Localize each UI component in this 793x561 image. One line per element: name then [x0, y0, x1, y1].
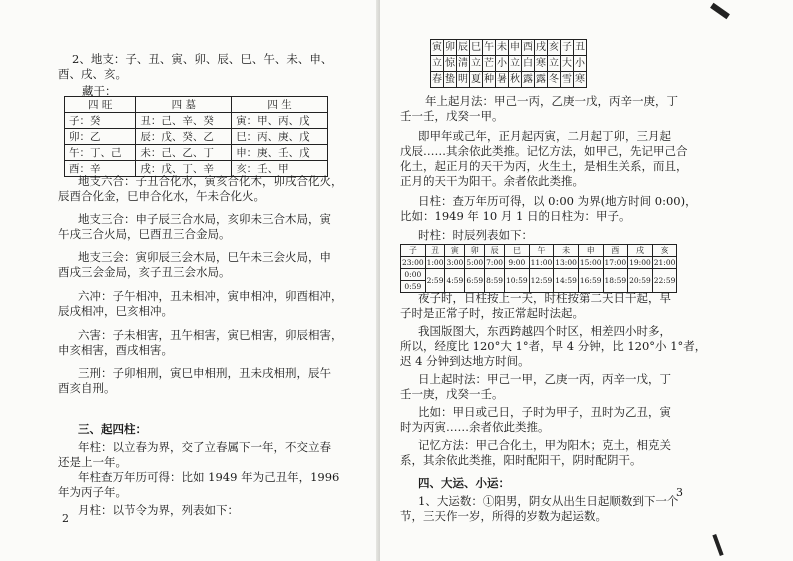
table-cell: 子: [401, 245, 426, 257]
table-cell: 17:00: [604, 257, 627, 267]
table-cell: 23:00: [402, 257, 424, 267]
table-cell: 0:59: [401, 281, 426, 293]
table-cell: 丑: [425, 245, 445, 257]
section-title-dayun: 四、大运、小运：: [418, 476, 510, 490]
table-cell: 亥：壬、甲: [232, 161, 328, 177]
table-cell: 寒: [535, 56, 548, 72]
table-row: [65, 145, 328, 161]
table-cell: 申: [578, 245, 603, 257]
nianshang-line-6: 正月的天干为阳干。余者依此类推。: [400, 174, 584, 188]
table-cell: 寒: [574, 72, 587, 88]
nianshang-line-3: 即甲年或己年，正月起丙寅，二月起丁卯，三月起: [418, 129, 671, 143]
sanhui-line-1: 地支三会：寅卯辰三会木局，巳午未三会火局，申: [78, 250, 331, 264]
liuhai-line-2: 申亥相害，酉戌相害。: [58, 343, 173, 357]
rizhu-line-2: 比如：1949 年 10 月 1 日的日柱为：甲子。: [400, 209, 631, 223]
table-cell: 8:59: [485, 269, 505, 293]
shizhu-label: 时柱：时辰列表如下：: [418, 228, 533, 242]
table-row: [431, 56, 587, 72]
table-cell: 立: [470, 56, 483, 72]
dayun-line-2: 节，三天作一岁，所得的岁数为起运数。: [400, 509, 607, 523]
nianshang-line-4: 戊辰……其余依此类推。记忆方法，如甲己，先记甲己合: [400, 144, 688, 158]
header-siwang: 四 旺: [65, 97, 136, 113]
table-cell: 巳: [505, 245, 530, 257]
table-cell: 午：丁、己: [65, 145, 136, 161]
biru-line-1: 比如：甲日或己日，子时为甲子，丑时为乙丑，寅: [418, 405, 671, 419]
table-cell: 5:00: [466, 257, 484, 267]
table-cell: 戌: [535, 40, 548, 56]
difang-line-1: 我国版图大，东西跨越四个时区，相差四小时多，: [418, 324, 671, 338]
table-cell: 14:59: [554, 269, 579, 293]
table-cell: 申: [509, 40, 522, 56]
table-cell: 11:00: [530, 257, 553, 267]
sanhe-line-2: 午戌三合火局，巳酉丑三合金局。: [58, 227, 231, 241]
table-cell: 清: [457, 56, 470, 72]
nianshang-line-2: 壬一壬，戊癸一甲。: [400, 109, 504, 123]
table-cell: 辰: [457, 40, 470, 56]
table-cell: 未: [554, 245, 579, 257]
dayun-line-1: 1、大运数：①阳男，阴女从出生日起顺数到下一个: [418, 494, 679, 508]
table-cell: 9:00: [505, 257, 530, 269]
table-cell: 子：癸: [65, 113, 136, 129]
table-cell: 大: [561, 56, 574, 72]
table-cell: 秋: [509, 72, 522, 88]
header-sisheng: 四 生: [232, 97, 328, 113]
table-cell: 卯: [444, 40, 457, 56]
table-cell: 12:59: [529, 269, 554, 293]
dizhi-cont: 酉、戌、亥。: [58, 67, 127, 81]
page-number: 2: [62, 512, 69, 525]
table-cell: 寅：甲、丙、戊: [232, 113, 328, 129]
table-cell: 戌: [628, 245, 653, 257]
table-cell: 露: [522, 72, 535, 88]
liuchong-line-2: 辰戌相冲，巳亥相冲。: [58, 304, 173, 318]
table-cell: 酉: [603, 245, 628, 257]
table-cell: 午: [529, 245, 554, 257]
nianzhu-line-2: 还是上一年。: [58, 455, 127, 469]
table-cell: 3:00: [446, 257, 464, 267]
table-cell: 2:59: [425, 269, 445, 293]
jiyi-line-2: 系，其余依此类推，阳时配阳干，阴时配阴干。: [400, 453, 642, 467]
table-row: [65, 129, 328, 145]
table-cell: 1:00: [426, 257, 444, 267]
table-cell: 立: [509, 56, 522, 72]
table-cell: 21:00: [653, 257, 676, 267]
table-cell: 夏: [470, 72, 483, 88]
header-simu: 四 墓: [136, 97, 232, 113]
rishang-line-1: 日上起时法：甲己一甲，乙庚一丙，丙辛一戊，丁: [418, 372, 671, 386]
table-cell: 芒: [483, 56, 496, 72]
table-cell: 20:59: [628, 269, 653, 293]
table-cell: 6:59: [465, 269, 485, 293]
liuhe-line-2: 辰酉合化金，巳申合化水，午未合化火。: [58, 189, 265, 203]
difang-line-3: 迟 4 分钟到达地方时间。: [400, 354, 530, 368]
liuhe-line-1: 地支六合：子丑合化水，寅亥合化木，卯戌合化火，: [78, 174, 343, 188]
table-cell: 0:00: [401, 269, 426, 281]
table-cell: 丑：己、辛、癸: [136, 113, 232, 129]
table-cell: 雪: [561, 72, 574, 88]
table-cell: 蛰: [444, 72, 457, 88]
nianzhu-line-4: 年为丙子年。: [58, 485, 127, 499]
table-cell: 种: [483, 72, 496, 88]
nianzhu-line-3: 年柱查万年历可得：比如 1949 年为己丑年，1996: [78, 470, 340, 484]
jiyi-line-1: 记忆方法：甲己合化土，甲为阳木；克土，相克关: [418, 438, 671, 452]
table-cell: 酉：辛: [65, 161, 136, 177]
table-cell: 小: [496, 56, 509, 72]
table-row: [431, 40, 587, 56]
table-row: [431, 72, 587, 88]
table-cell: 未: [496, 40, 509, 56]
table-cell: 暑: [496, 72, 509, 88]
table-cell: 18:59: [603, 269, 628, 293]
table-cell: 立: [431, 56, 444, 72]
dizhi-title: 2、地支：子、丑、寅、卯、辰、巳、午、未、申、: [72, 52, 333, 66]
yezi-line-2: 子时是正常子时，按正常起时法起。: [400, 306, 584, 320]
page-number: 3: [676, 486, 683, 499]
table-cell: 丑: [574, 40, 587, 56]
table-cell: 小: [574, 56, 587, 72]
table-row: [401, 269, 677, 281]
table-cell: 申：庚、壬、戊: [232, 145, 328, 161]
table-cell: 明: [457, 72, 470, 88]
table-cell: 子: [561, 40, 574, 56]
left-page: [0, 0, 380, 561]
yuezhu-line-1: 月柱：以节令为界，列表如下：: [78, 503, 239, 517]
yezi-line-1: 夜子时，日柱按上一天，时柱按第二天日干起，早: [418, 291, 671, 305]
sanxing-line-2: 酉亥自刑。: [58, 381, 116, 395]
table-header-row: [65, 97, 328, 113]
jieqi-table: [430, 39, 587, 88]
nianzhu-line-1: 年柱：以立春为界，交了立春属下一年，不交立春: [78, 440, 331, 454]
difang-line-2: 所以，经度比 120°大 1°者，早 4 分钟，比 120°小 1°者，: [400, 339, 707, 353]
sanhui-line-2: 酉戌三会金局，亥子丑三会水局。: [58, 265, 231, 279]
right-page: [380, 0, 793, 561]
table-cell: 午: [483, 40, 496, 56]
table-cell: 卯：乙: [65, 129, 136, 145]
table-row: [401, 257, 677, 269]
liuchong-line-1: 六冲：子午相冲，丑未相冲，寅申相冲，卯酉相冲，: [78, 289, 343, 303]
canggan-label: 藏干：: [82, 84, 117, 98]
table-cell: 寅: [445, 245, 465, 257]
table-cell: 露: [535, 72, 548, 88]
table-cell: 卯: [465, 245, 485, 257]
canggan-table: [64, 96, 328, 177]
table-cell: 16:59: [578, 269, 603, 293]
table-cell: 15:00: [579, 257, 602, 267]
table-cell: 4:59: [445, 269, 465, 293]
table-cell: 19:00: [629, 257, 651, 267]
table-cell: 亥: [652, 245, 677, 257]
section-title-sizhu: 三、起四柱：: [78, 422, 147, 436]
table-cell: 春: [431, 72, 444, 88]
table-cell: 白: [522, 56, 535, 72]
table-cell: 惊: [444, 56, 457, 72]
nianshang-line-5: 化土，起正月的天干为丙，火生土，是相生关系，而且，: [400, 159, 688, 173]
biru-line-2: 时为丙寅……余者依此类推。: [400, 420, 550, 434]
sanhe-line-1: 地支三合：申子辰三合水局，亥卯未三合木局，寅: [78, 212, 331, 226]
table-cell: 22:59: [652, 269, 677, 293]
table-cell: 13:00: [555, 257, 577, 267]
table-cell: 亥: [548, 40, 561, 56]
liuhai-line-1: 六害：子未相害，丑午相害，寅巳相害，卯辰相害，: [78, 328, 343, 342]
table-cell: 戌：戊、丁、辛: [136, 161, 232, 177]
shichen-table: [400, 244, 677, 293]
table-cell: 巳: [470, 40, 483, 56]
rishang-line-2: 壬一庚，戊癸一壬。: [400, 387, 504, 401]
table-cell: 辰：戊、癸、乙: [136, 129, 232, 145]
table-cell: 7:00: [486, 257, 503, 267]
nianshang-line-1: 年上起月法：甲己一丙，乙庚一戊，丙辛一庚，丁: [425, 94, 678, 108]
table-cell: 未：己、乙、丁: [136, 145, 232, 161]
rizhu-line-1: 日柱：查万年历可得，以 0:00 为界(地方时间 0:00)，: [418, 194, 697, 208]
scan-mark: [710, 3, 730, 19]
table-cell: 寅: [431, 40, 444, 56]
table-row: [65, 113, 328, 129]
sanxing-line-1: 三刑：子卯相刑，寅巳申相刑，丑未戌相刑，辰午: [78, 366, 331, 380]
table-cell: 立: [548, 56, 561, 72]
table-row: [401, 245, 677, 257]
table-cell: 冬: [548, 72, 561, 88]
table-cell: 辰: [485, 245, 505, 257]
scan-mark: [712, 534, 723, 556]
table-cell: 酉: [522, 40, 535, 56]
table-cell: 巳：丙、庚、戊: [232, 129, 328, 145]
table-cell: 10:59: [505, 269, 530, 293]
